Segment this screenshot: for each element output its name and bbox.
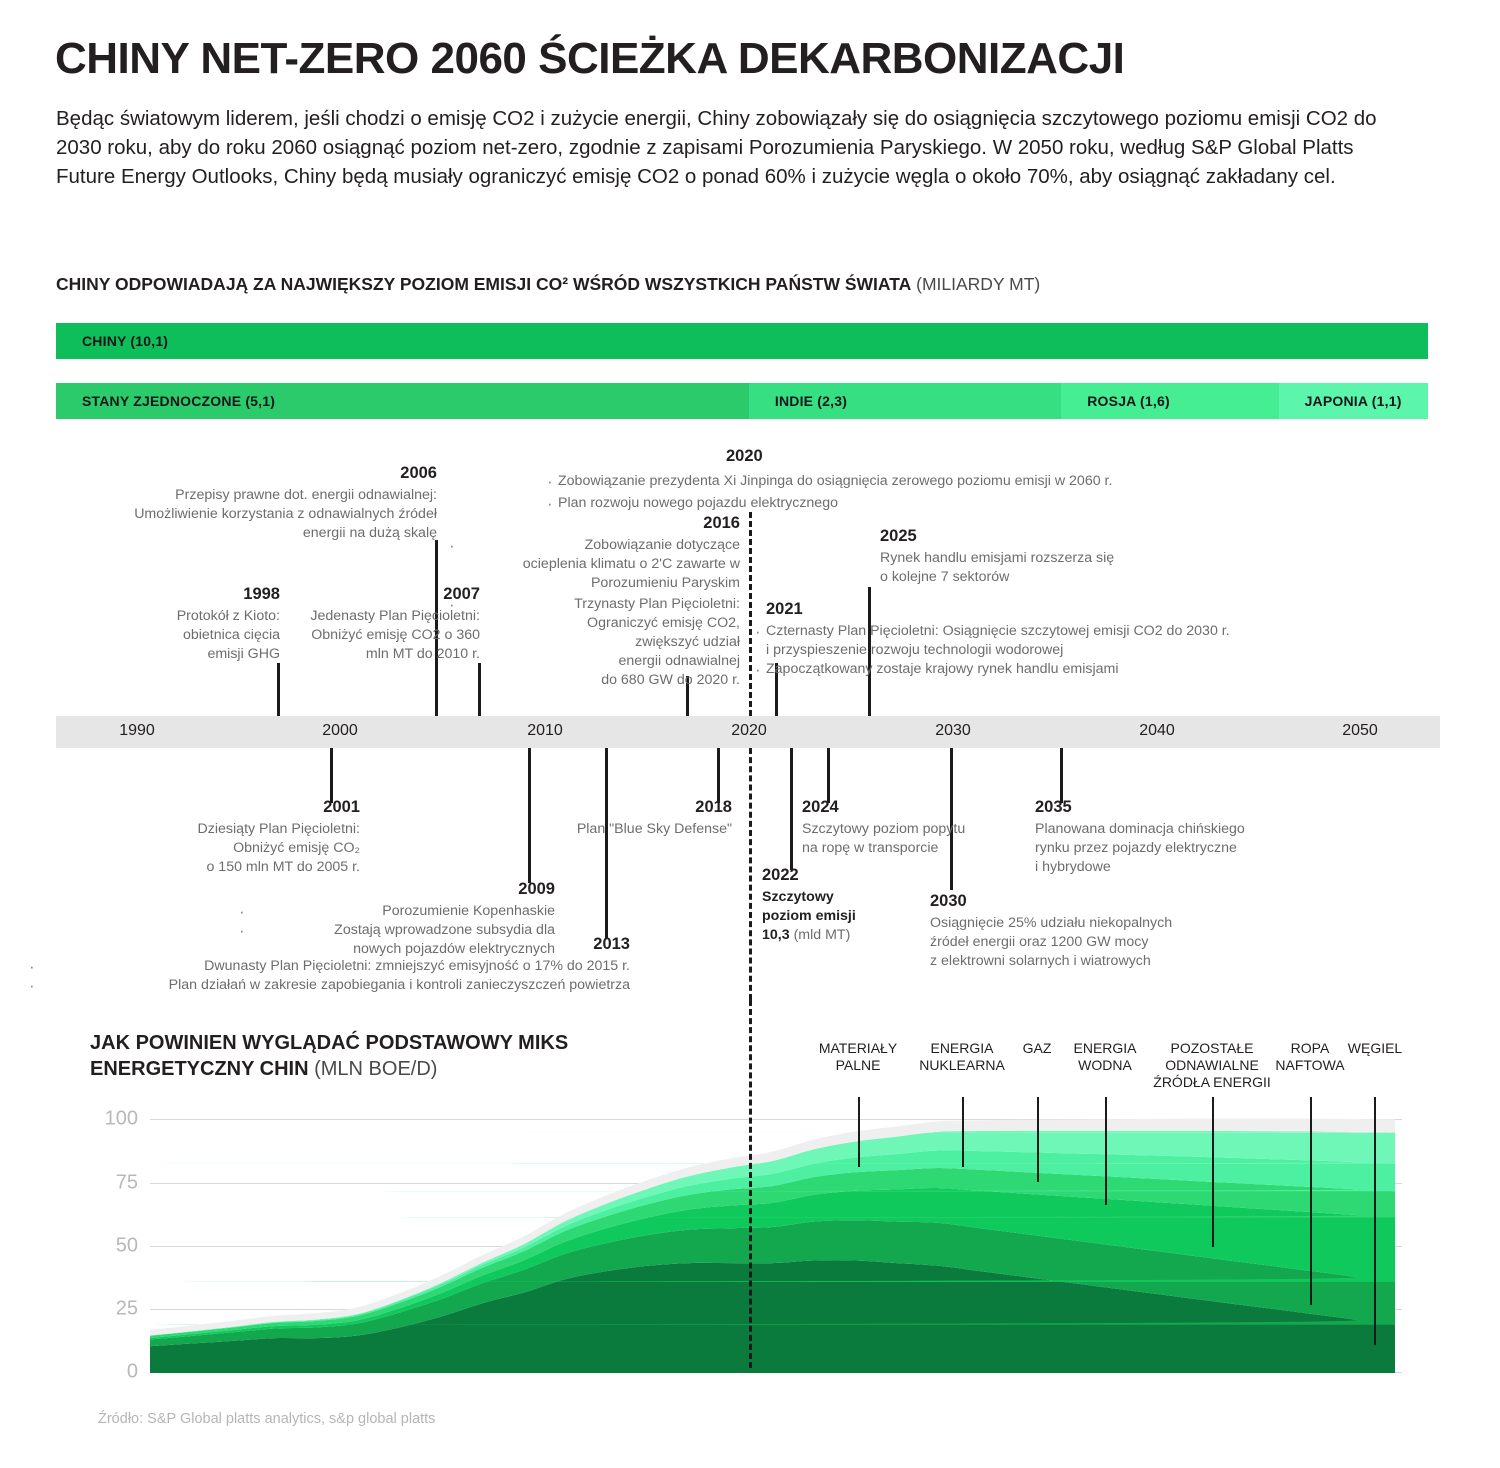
energy-mix-area-chart	[150, 1105, 1395, 1373]
legend-label-ropa-naftowa: ROPA NAFTOWA	[1275, 1040, 1345, 1074]
timeline-note-2018: 2018 Plan "Blue Sky Defense"	[576, 798, 732, 837]
emissions-bar-row-china	[56, 323, 1428, 359]
emissions-heading-bold: CHINY ODPOWIADAJĄ ZA NAJWIĘKSZY POZIOM EMISJI CO² WŚRÓD WSZYSTKICH PAŃSTW ŚWIATA	[56, 274, 912, 294]
ytick-100: 100	[104, 1107, 138, 1130]
timeline-note-2024: 2024 Szczytowy poziom popytu na ropę w transporcie	[802, 798, 966, 856]
source-note: Źródło: S&P Global platts analytics, s&p global platts	[98, 1411, 436, 1427]
timeline-note-2020-body: · Zobowiązanie prezydenta Xi Jinpinga do osiągnięcia zerowego poziomu emisji w 2060 r. · Plan rozwoju nowego pojazdu elektrycznego	[558, 472, 1112, 513]
legend-label-wegiel: WĘGIEL	[1347, 1040, 1403, 1056]
area-title-unit: (MLN BOE/D)	[308, 1057, 438, 1080]
ytick-0: 0	[126, 1360, 138, 1383]
axis-year-2020: 2020	[731, 722, 767, 739]
axis-year-2030: 2030	[935, 722, 971, 739]
tick-2013	[605, 748, 608, 938]
tick-1998	[277, 663, 280, 716]
legend-label-gaz: GAZ	[1022, 1040, 1052, 1056]
axis-year-1990: 1990	[119, 722, 155, 739]
legend-label-pozostale-odnawialne: POZOSTAŁE ODNAWIALNE ŹRÓDŁA ENERGII	[1153, 1040, 1271, 1091]
tick-2020-dashed-lower	[749, 748, 752, 1000]
ytick-25: 25	[115, 1297, 138, 1320]
leader-gaz	[1037, 1097, 1039, 1182]
area-title-bold: JAK POWINIEN WYGLĄDAĆ PODSTAWOWY MIKS ENERGETYCZNY CHIN	[90, 1032, 569, 1080]
bar-label: ROSJA (1,6)	[1087, 393, 1170, 409]
tick-2001	[330, 748, 333, 803]
bar-label: JAPONIA (1,1)	[1304, 393, 1402, 409]
bar-segment-indie	[749, 383, 1061, 419]
page-title: CHINY NET-ZERO 2060 ŚCIEŻKA DEKARBONIZACJI	[55, 34, 1125, 83]
timeline-note-2006: 2006 Przepisy prawne dot. energii odnawialnej: Umożliwienie korzystania z odnawialnych źródeł energii na dużą skalę	[134, 464, 437, 541]
timeline-note-2021: 2021 · Czternasty Plan Pięcioletni: Osiągnięcie szczytowej emisji CO2 do 2030 r. i przyspieszenie rozwoju technologii wodorowej · Zapoczątkowany zostaje krajowy rynek handlu emisjami	[766, 600, 1230, 679]
bar-segment-chiny	[56, 323, 1428, 359]
bar-label: CHINY (10,1)	[82, 333, 169, 349]
area-chart-title	[90, 1031, 690, 1082]
emissions-heading-unit: (MILIARDY MT)	[911, 274, 1041, 294]
timeline-note-2020: 2020	[726, 447, 763, 465]
legend-label-energia-wodna: ENERGIA WODNA	[1073, 1040, 1137, 1074]
chart-2020-dashed-marker	[749, 1000, 752, 1368]
timeline-note-2009: 2009 · Porozumienie Kopenhaskie · Zostają wprowadzone subsydia dla nowych pojazdów elektrycznych	[250, 880, 555, 959]
ytick-50: 50	[115, 1234, 138, 1257]
emissions-bar-row-others	[56, 383, 1428, 419]
bar-label: STANY ZJEDNOCZONE (5,1)	[82, 393, 276, 409]
timeline-note-2016: 2016 · Zobowiązanie dotyczące ocieplenia klimatu o 2'C zawarte w Porozumieniu Paryskim · Trzynasty Plan Pięcioletni: Ograniczyć emisję CO2, zwiększyć udział energii odnawialnej do 680 GW do 2020 r.	[460, 514, 740, 690]
leader-materialy-palne	[858, 1097, 860, 1167]
timeline-note-2030: 2030 Osiągnięcie 25% udziału niekopalnych źródeł energii oraz 1200 GW mocy z elektrowni solarnych i wiatrowych	[930, 892, 1173, 969]
tick-2024	[827, 748, 830, 803]
legend-label-energia-nuklearna: ENERGIA NUKLEARNA	[919, 1040, 1005, 1074]
intro-paragraph: Będąc światowym liderem, jeśli chodzi o emisję CO2 i zużycie energii, Chiny zobowiązały się do osiągnięcia szczytowego poziomu emisji CO2 do 2030 roku, aby do roku 2060 osiągnąć poziom net-zero, zgodnie z zapisami Porozumienia Paryskiego. W 2050 roku, według S&P Global Platts Future Energy Outlooks, Chiny będą musiały ograniczyć emisję CO2 o ponad 60% i zużycie węgla o około 70%, aby osiągnąć zakładany cel.	[56, 107, 1377, 189]
ytick-75: 75	[115, 1171, 138, 1194]
timeline-note-2001: 2001 Dziesiąty Plan Pięcioletni: Obniżyć emisję CO₂ o 150 mln MT do 2005 r.	[197, 798, 360, 875]
axis-year-2050: 2050	[1342, 722, 1378, 739]
leader-pozostale-odnawialne	[1212, 1097, 1214, 1247]
tick-2020-dashed-upper	[749, 512, 752, 716]
leader-wegiel	[1374, 1097, 1376, 1345]
timeline-note-1998: 1998 Protokół z Kioto: obietnica cięcia emisji GHG	[176, 585, 280, 662]
emissions-bars-heading	[56, 274, 1396, 295]
bar-segment-rosja	[1061, 383, 1278, 419]
timeline-note-2035: 2035 Planowana dominacja chińskiego rynku przez pojazdy elektryczne i hybrydowe	[1035, 798, 1245, 875]
timeline-note-2013: 2013 · Dwunasty Plan Pięcioletni: zmniejszyć emisyjność o 17% do 2015 r. · Plan działań w zakresie zapobiegania i kontroli zanieczyszczeń powietrza	[40, 935, 630, 995]
bar-label: INDIE (2,3)	[774, 393, 848, 409]
tick-2018	[717, 748, 720, 803]
timeline-note-2022: 2022 Szczytowy poziom emisji 10,3 (mld MT)	[762, 866, 856, 943]
tick-2022	[790, 748, 793, 870]
axis-year-2010: 2010	[527, 722, 563, 739]
legend-label-materialy-palne: MATERIAŁY PALNE	[818, 1040, 898, 1074]
axis-year-2040: 2040	[1139, 722, 1175, 739]
leader-ropa-naftowa	[1310, 1097, 1312, 1305]
bar-segment-japonia	[1279, 383, 1428, 419]
timeline-note-2007: 2007 Jedenasty Plan Pięcioletni: Obniżyć emisję CO2 o 360 mln MT do 2010 r.	[310, 585, 480, 662]
timeline-note-2025: 2025 Rynek handlu emisjami rozszerza się o kolejne 7 sektorów	[880, 527, 1115, 585]
axis-year-2000: 2000	[322, 722, 358, 739]
leader-energia-wodna	[1105, 1097, 1107, 1205]
bar-segment-stany-zjednoczone	[56, 383, 749, 419]
tick-2035	[1060, 748, 1063, 803]
leader-energia-nuklearna	[962, 1097, 964, 1167]
